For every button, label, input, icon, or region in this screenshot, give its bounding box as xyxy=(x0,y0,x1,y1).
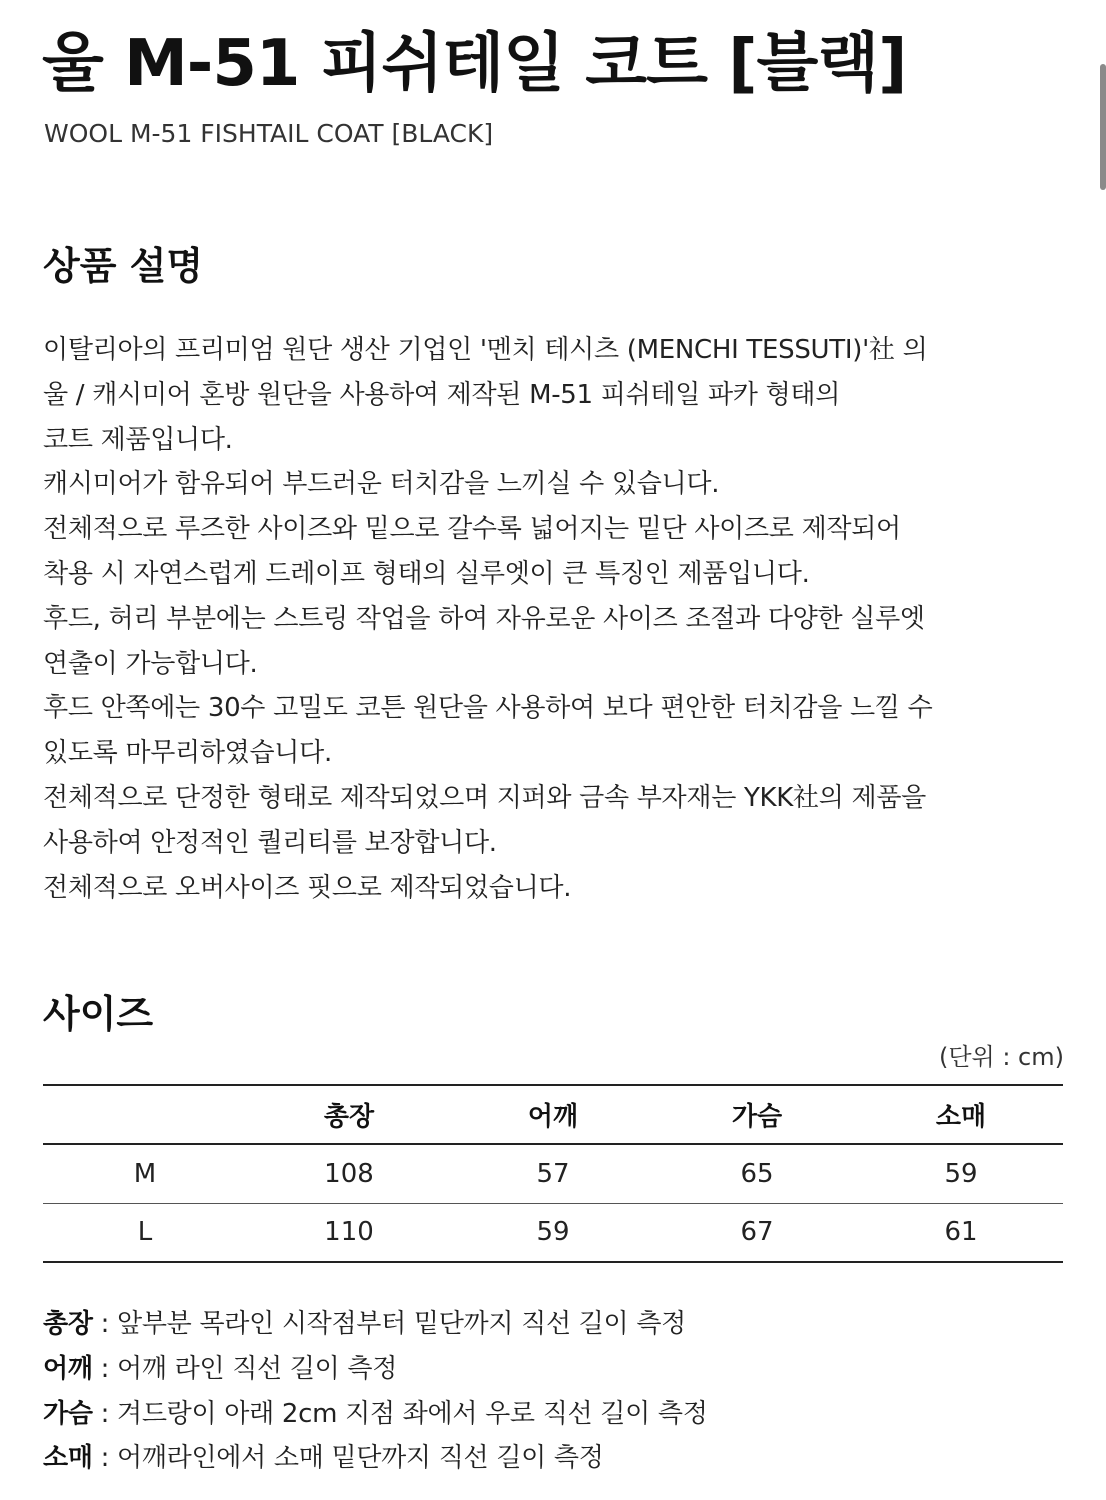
column-header-sleeve: 소매 xyxy=(935,1102,987,1132)
description-line: 캐시미어가 함유되어 부드러운 터치감을 느끼실 수 있습니다. xyxy=(43,469,720,500)
note-text: : 앞부분 목라인 시작점부터 밑단까지 직선 길이 측정 xyxy=(92,1309,686,1339)
table-cell: 61 xyxy=(944,1217,978,1248)
column-header-length: 총장 xyxy=(323,1102,375,1132)
measurement-notes xyxy=(43,1302,708,1481)
description-line: 울 / 캐시미어 혼방 원단을 사용하여 제작된 M-51 피쉬테일 파카 형태의 xyxy=(43,379,841,410)
scrollbar-thumb[interactable] xyxy=(1100,64,1106,190)
description-line: 착용 시 자연스럽게 드레이프 형태의 실루엣이 큰 특징인 제품입니다. xyxy=(43,558,810,589)
note-term: 소매 xyxy=(43,1443,93,1474)
note-line xyxy=(43,1392,708,1437)
column-header xyxy=(43,1085,247,1144)
size-label-cell: L xyxy=(137,1217,153,1248)
product-title: 울 M-51 피쉬테일 코트 [블랙] xyxy=(42,27,907,101)
description-heading: 상품 설명 xyxy=(43,244,204,288)
note-line xyxy=(43,1347,708,1392)
description-line: 코트 제품입니다. xyxy=(43,424,233,455)
description-line: 후드, 허리 부분에는 스트링 작업을 하여 자유로운 사이즈 조절과 다양한 실루엣 xyxy=(43,603,925,634)
note-text: : 겨드랑이 아래 2cm 지점 좌에서 우로 직선 길이 측정 xyxy=(92,1398,708,1429)
column-header-chest: 가슴 xyxy=(731,1102,783,1132)
table-cell: 65 xyxy=(740,1158,774,1189)
product-subtitle: WOOL M-51 FISHTAIL COAT [BLACK] xyxy=(44,119,494,148)
description-line: 있도록 마무리하였습니다. xyxy=(43,738,332,769)
size-table xyxy=(43,1084,1063,1263)
note-line xyxy=(43,1436,708,1481)
description-line: 사용하여 안정적인 퀄리티를 보장합니다. xyxy=(43,827,497,858)
table-row xyxy=(43,1144,1063,1203)
description-line: 후드 안쪽에는 30수 고밀도 코튼 원단을 사용하여 보다 편안한 터치감을 느낄 수 xyxy=(43,693,933,724)
table-cell: 67 xyxy=(740,1217,774,1248)
column-header-shoulder: 어깨 xyxy=(527,1102,579,1132)
table-cell: 110 xyxy=(324,1217,374,1248)
description-line: 연출이 가능합니다. xyxy=(43,648,258,679)
note-term: 가슴 xyxy=(43,1398,93,1429)
description-line: 전체적으로 단정한 형태로 제작되었으며 지퍼와 금속 부자재는 YKK社의 제품을 xyxy=(43,782,926,813)
size-label-cell: M xyxy=(133,1158,157,1189)
note-line xyxy=(43,1302,708,1347)
note-term: 총장 xyxy=(43,1309,93,1339)
table-cell: 59 xyxy=(944,1158,978,1189)
size-heading: 사이즈 xyxy=(43,992,154,1036)
note-text: : 어깨라인에서 소매 밑단까지 직선 길이 측정 xyxy=(92,1443,604,1474)
description-body xyxy=(43,328,1043,910)
description-line: 전체적으로 루즈한 사이즈와 밑으로 갈수록 넓어지는 밑단 사이즈로 제작되어 xyxy=(43,514,901,545)
table-cell: 59 xyxy=(536,1217,570,1248)
description-line: 이탈리아의 프리미엄 원단 생산 기업인 '멘치 테시츠 (MENCHI TESSUTI)'社 의 xyxy=(43,335,928,365)
note-term: 어깨 xyxy=(43,1353,93,1384)
unit-note: (단위 : cm) xyxy=(938,1043,1064,1071)
note-text: : 어깨 라인 직선 길이 측정 xyxy=(92,1353,398,1384)
description-line: 전체적으로 오버사이즈 핏으로 제작되었습니다. xyxy=(43,872,572,903)
table-header-row xyxy=(43,1085,1063,1144)
table-cell: 57 xyxy=(536,1158,570,1189)
table-row xyxy=(43,1203,1063,1262)
table-cell: 108 xyxy=(324,1158,374,1189)
